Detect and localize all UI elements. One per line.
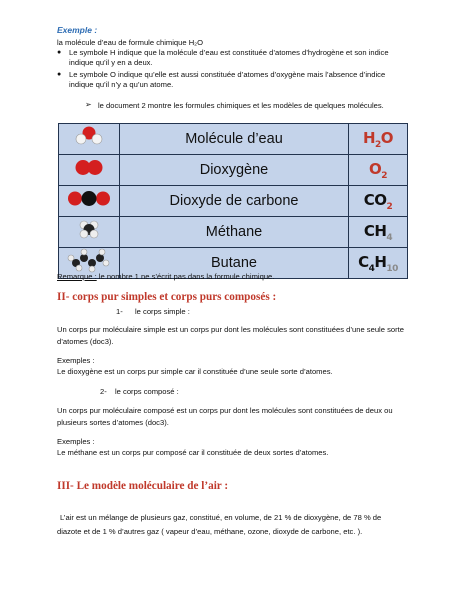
arrow-bullet-icon: ➢ [85, 100, 92, 109]
table-row [59, 186, 408, 217]
molecule-formula: $CH_4$ [349, 217, 408, 248]
table-row [59, 217, 408, 248]
section-2-heading: II- corps pur simples et corps purs composés : [57, 291, 277, 303]
molecule-formula: $CO_2$ [349, 186, 408, 217]
molecule-name: Dioxygène [120, 155, 349, 186]
remarque-label: Remarque : [57, 272, 97, 281]
intro-text: la molécule d’eau de formule chimique H₂O [57, 38, 204, 47]
simple-example: Le dioxygène est un corps pur simple car il constituée d’une seule sorte d’atomes. [57, 367, 333, 376]
molecule-formula: $C_4H_{10}$ [349, 248, 408, 279]
remarque-text: le nombre 1 ne s’écrit pas dans la formule chimique. [96, 272, 275, 281]
arrow-item-text: le document 2 montre les formules chimiques et les modèles de quelques molécules. [98, 101, 384, 110]
molecule-formula: $O_2$ [349, 155, 408, 186]
methane-molecule-icon [59, 217, 120, 248]
table-row [59, 155, 408, 186]
molecule-name: Butane [120, 248, 349, 279]
simple-definition: Un corps pur moléculaire simple est un corps pur dont les molécules sont constituées d’une seule sorte d’atomes (doc3). [57, 325, 404, 346]
item-1-number: 1- [116, 307, 123, 316]
compose-example: Le méthane est un corps pur composé car il constituée de deux sortes d’atomes. [57, 448, 329, 457]
bullet-dot-icon: ● [57, 71, 62, 78]
item-2-label: le corps composé : [115, 387, 179, 396]
bullet-2-line1: Le symbole O indique qu’elle est aussi constituée d’atomes d’oxygène mais l’absence d’indice [69, 70, 386, 79]
molecule-table [58, 123, 408, 279]
exemple-title: Exemple : [57, 25, 98, 35]
section-3-heading: III- Le modèle moléculaire de l’air : [57, 480, 229, 492]
compose-definition: Un corps pur moléculaire composé est un corps pur dont les molécules sont constituées de deux ou plusieurs sortes d’atomes (doc3). [57, 406, 393, 427]
air-text-line1: L’air est un mélange de plusieurs gaz, constitué, en volume, de 21 % de dioxygène, de 78 % de [60, 513, 382, 522]
carbon-dioxide-molecule-icon [59, 186, 120, 217]
table-row [59, 124, 408, 155]
molecule-name: Dioxyde de carbone [120, 186, 349, 217]
dioxygen-molecule-icon [59, 155, 120, 186]
air-text-line2: diazote et de 1 % d’autres gaz ( vapeur d’eau, méthane, ozone, dioxyde de carbone, etc. ). [57, 527, 363, 536]
simple-example-label: Exemples : [57, 356, 95, 365]
bullet-1-line2: indique qu’il y en a deux. [69, 58, 153, 67]
compose-example-label: Exemples : [57, 437, 95, 446]
molecule-name: Molécule d’eau [120, 124, 349, 155]
item-1-label: le corps simple : [135, 307, 190, 316]
molecule-formula: $H_2O$ [349, 124, 408, 155]
bullet-dot-icon: ● [57, 49, 62, 56]
water-molecule-icon [59, 124, 120, 155]
item-2-number: 2- [100, 387, 107, 396]
bullet-2-line2: indique qu’il n’y a qu’un atome. [69, 80, 174, 89]
molecule-name: Méthane [120, 217, 349, 248]
bullet-1-line1: Le symbole H indique que la molécule d’eau est constituée d’atomes d’hydrogène et son indice [69, 48, 389, 57]
remarque [57, 272, 274, 281]
